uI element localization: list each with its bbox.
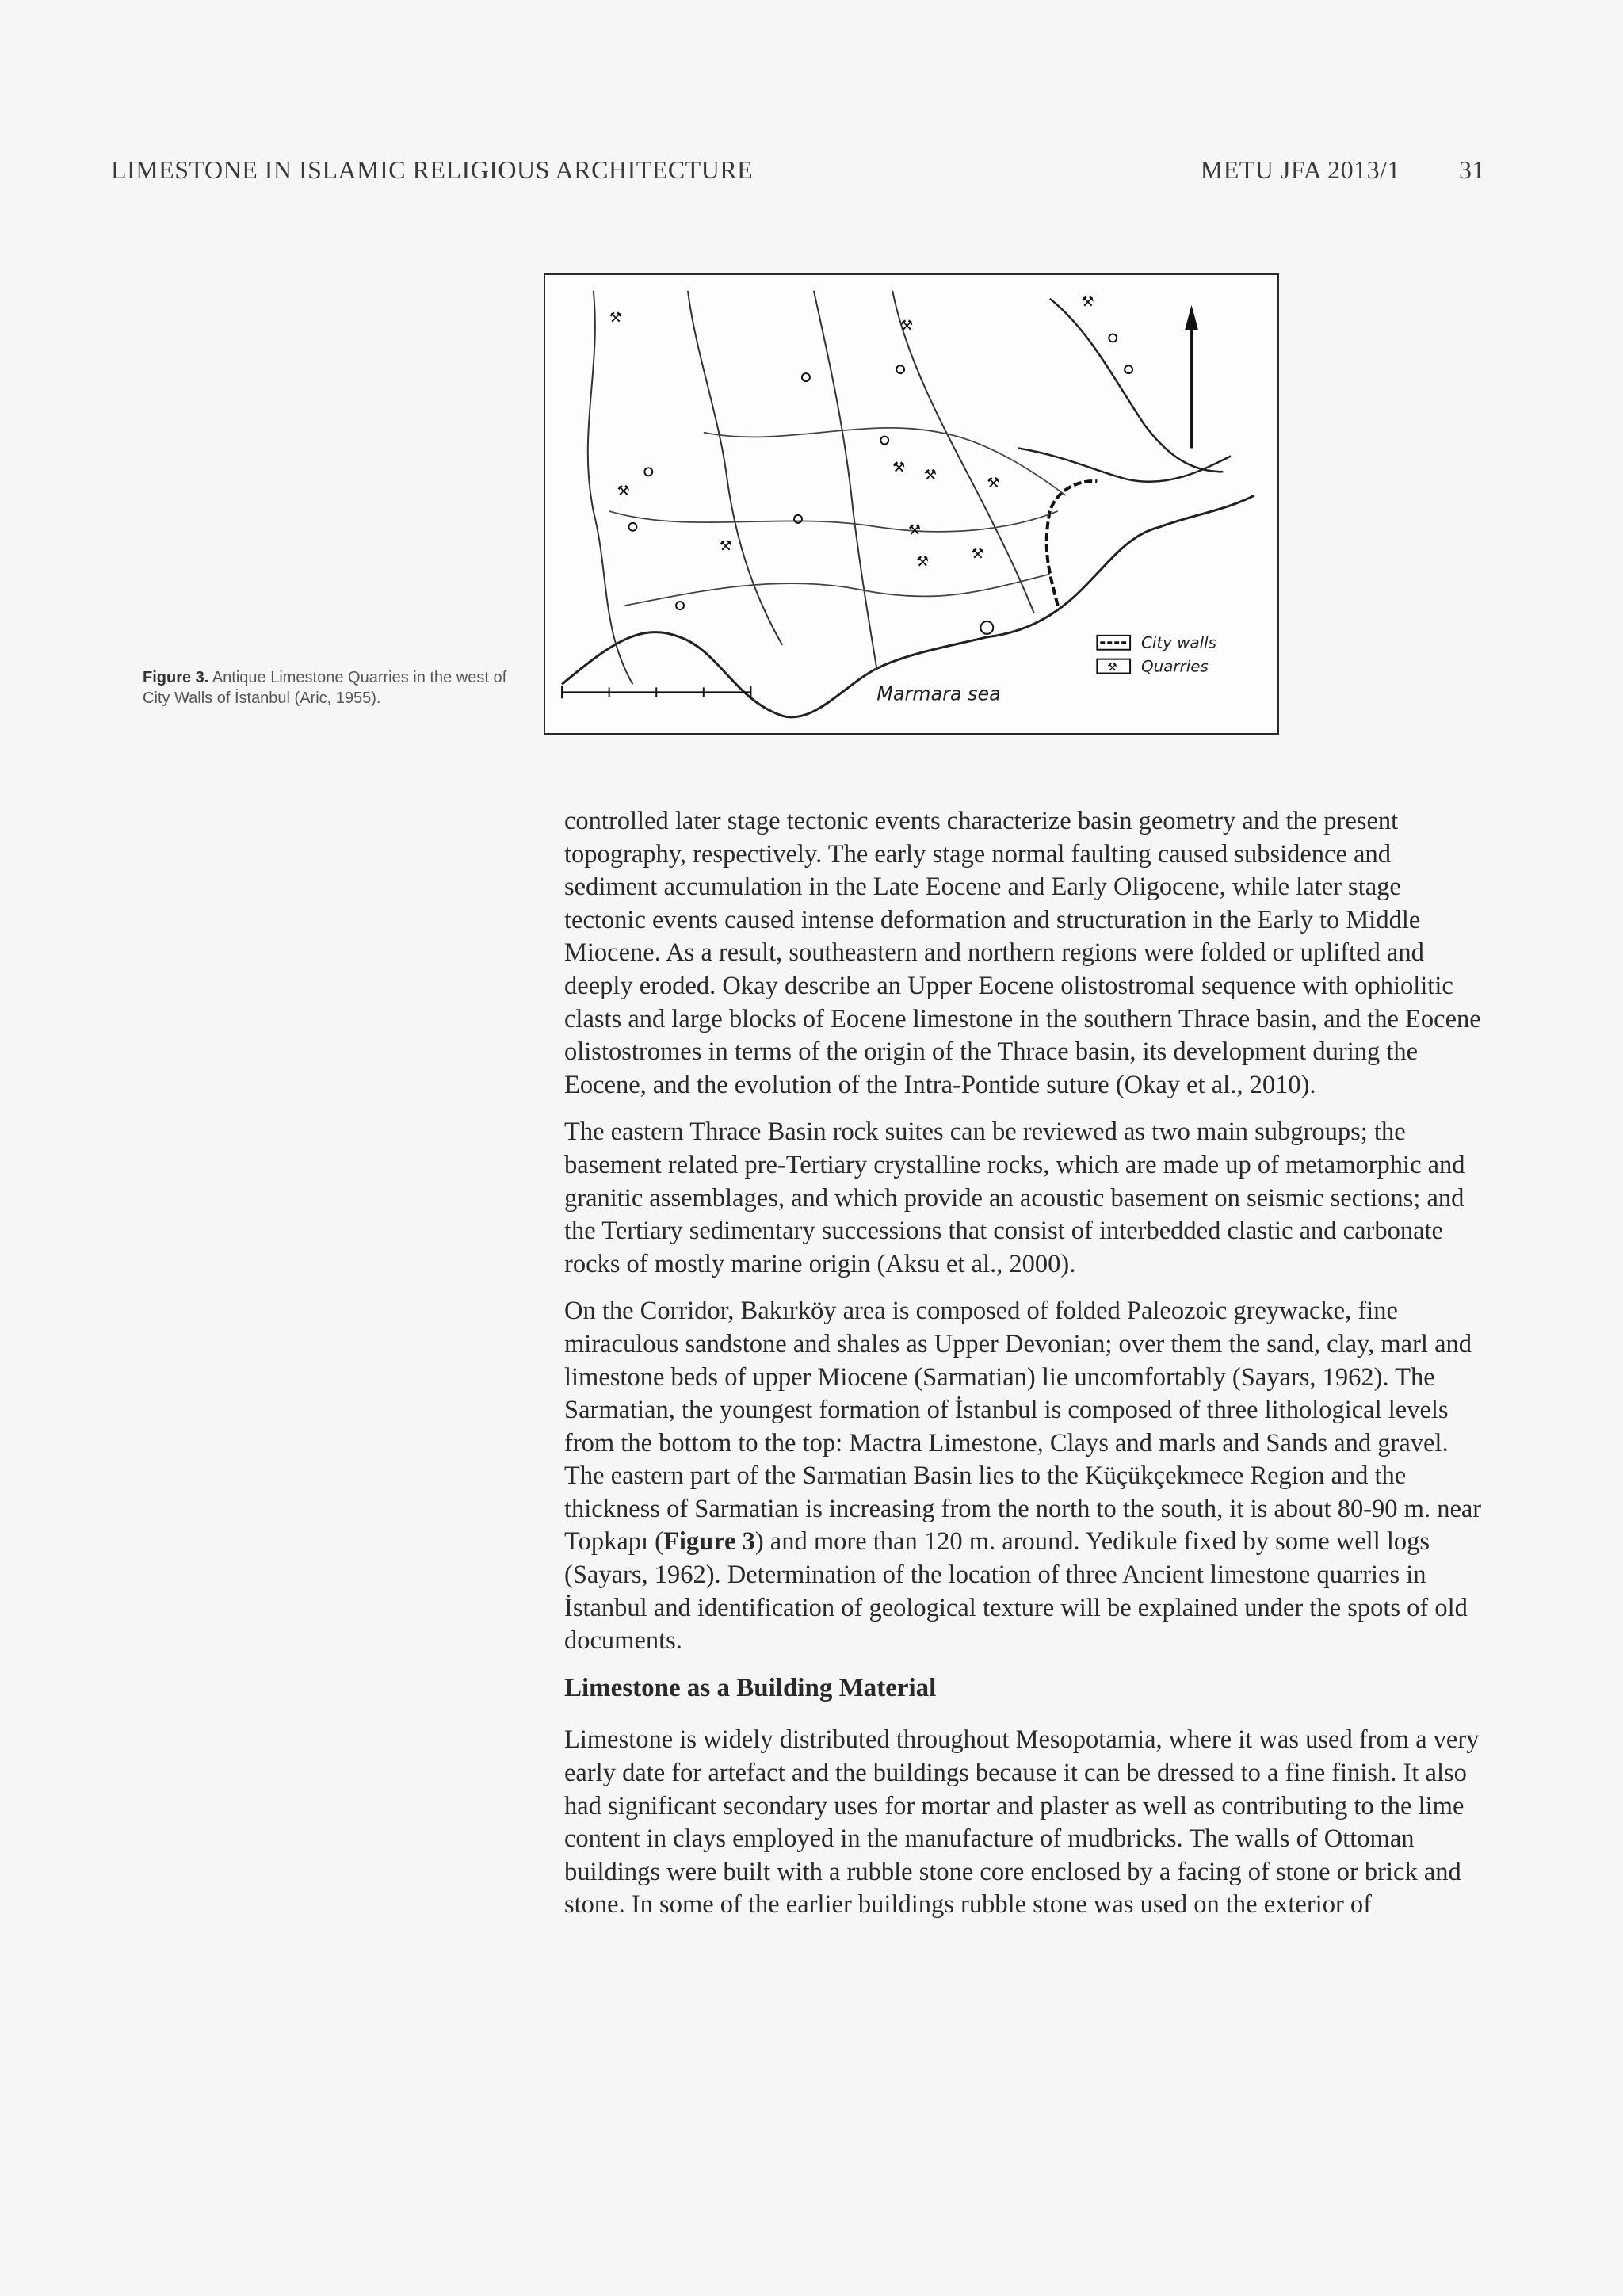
quarry-marker: ⚒ [908, 521, 922, 539]
paragraph-text: On the Corridor, Bakırköy area is composed of folded Paleozoic greywacke, fine miraculous sandstone and shales as Upper Devonian; over them the sand, clay, marl and limestone beds of upper Miocene (Sarmatian) lie uncomfortably (Sayars, 1962). The Sarmatian, the youngest formation of İstanbul is composed of three lithological levels from the bottom to the top: Mactra Limestone, Clays and marls and Sands and gravel. The eastern part of the Sarmatian Basin lies to the Küçükçekmece Region and the thickness of Sarmatian is increasing from the north to the south, it is about 80-90 m. near Topkapı ( [564, 1297, 1482, 1557]
map-legend [1097, 634, 1216, 676]
paragraph: controlled later stage tectonic events characterize basin geometry and the present topography, respectively. The early stage normal faulting caused subsidence and sediment accumulation in the Late Eocene and Early Oligocene, while later stage tectonic events caused intense deformation and structuration in the Early to Middle Miocene. As a result, southeastern and northern regions were folded or uplifted and deeply eroded. Okay describe an Upper Eocene olistostromal sequence with ophiolitic clasts and large blocks of Eocene limestone in the southern Thrace basin, and the Eocene olistostromes in terms of the origin of the Thrace basin, its development during the Eocene, and the evolution of the Intra-Pontide suture (Okay et al., 2010). [564, 807, 1481, 1099]
river-4 [892, 291, 1034, 613]
article-body [564, 805, 1484, 1936]
quarry-marker: ⚒ [971, 545, 984, 563]
paragraph [564, 1295, 1484, 1658]
quarry-marker: ⚒ [617, 483, 630, 500]
northern-shore [1018, 299, 1231, 482]
legend-city-walls: City walls [1140, 633, 1217, 652]
quarry-marker: ⚒ [1081, 293, 1094, 311]
svg-text:⚒: ⚒ [1107, 661, 1117, 674]
paragraph: Limestone is widely distributed throughout Mesopotamia, where it was used from a very early date for artefact and the buildings because it can be dressed to a fine finish. It also had significant secondary uses for mortar and plaster as well as contributing to the lime content in clays employed in the manufacture of mudbricks. The walls of Ottoman buildings were built with a rubble stone core enclosed by a facing of stone or brick and stone. In some of the earlier buildings rubble stone was used on the exterior of [564, 1725, 1480, 1920]
quarry-markers [609, 294, 1094, 571]
paragraph: The eastern Thrace Basin rock suites can be reviewed as two main subgroups; the basement related pre-Tertiary crystalline rocks, which are made up of metamorphic and granitic assemblages, and which provide an acoustic basement on seismic sections; and the Tertiary sedimentary successions that consist of interbedded clastic and carbonate rocks of mostly marine origin (Aksu et al., 2000). [564, 1117, 1465, 1278]
quarry-marker: ⚒ [923, 467, 937, 484]
north-arrow-icon [1186, 307, 1198, 449]
road-1 [609, 511, 1058, 532]
header-title: LIMESTONE IN ISLAMIC RELIGIOUS ARCHITECTURE [111, 155, 754, 184]
legend-quarries: Quarries [1140, 657, 1209, 676]
figure-reference-link[interactable]: Figure 3 [663, 1527, 755, 1557]
quarry-map-figure [544, 273, 1279, 735]
village-markers [628, 334, 1132, 633]
road-2 [625, 574, 1050, 606]
sea-label: Marmara sea [876, 682, 1001, 705]
road-3 [704, 428, 1066, 495]
quarry-marker: ⚒ [915, 553, 929, 571]
river-3 [814, 291, 876, 669]
header-journal-info [1201, 155, 1485, 185]
quarry-marker: ⚒ [987, 475, 1000, 492]
city-walls-line [1047, 481, 1098, 606]
scale-bar [562, 686, 750, 698]
quarry-map [545, 275, 1277, 733]
paragraph-text: ) and more than 120 m. around. Yedikule fixed by some well logs (Sayars, 1962). Determination of the location of three Ancient limestone quarries in İstanbul and identification of geological texture will be explained under the spots of old documents. [564, 1527, 1468, 1656]
figure-caption [143, 667, 523, 709]
page-number: 31 [1459, 155, 1485, 184]
quarry-marker: ⚒ [719, 537, 732, 555]
section-heading: Limestone as a Building Material [564, 1673, 937, 1702]
figure-caption-text: Antique Limestone Quarries in the west of City Walls of İstanbul (Aric, 1955). [143, 669, 507, 707]
quarry-marker: ⚒ [892, 459, 906, 476]
header-journal: METU JFA 2013/1 [1200, 155, 1400, 184]
quarry-marker: ⚒ [900, 317, 914, 334]
figure-label: Figure 3. [143, 669, 209, 686]
quarry-marker: ⚒ [609, 309, 622, 327]
